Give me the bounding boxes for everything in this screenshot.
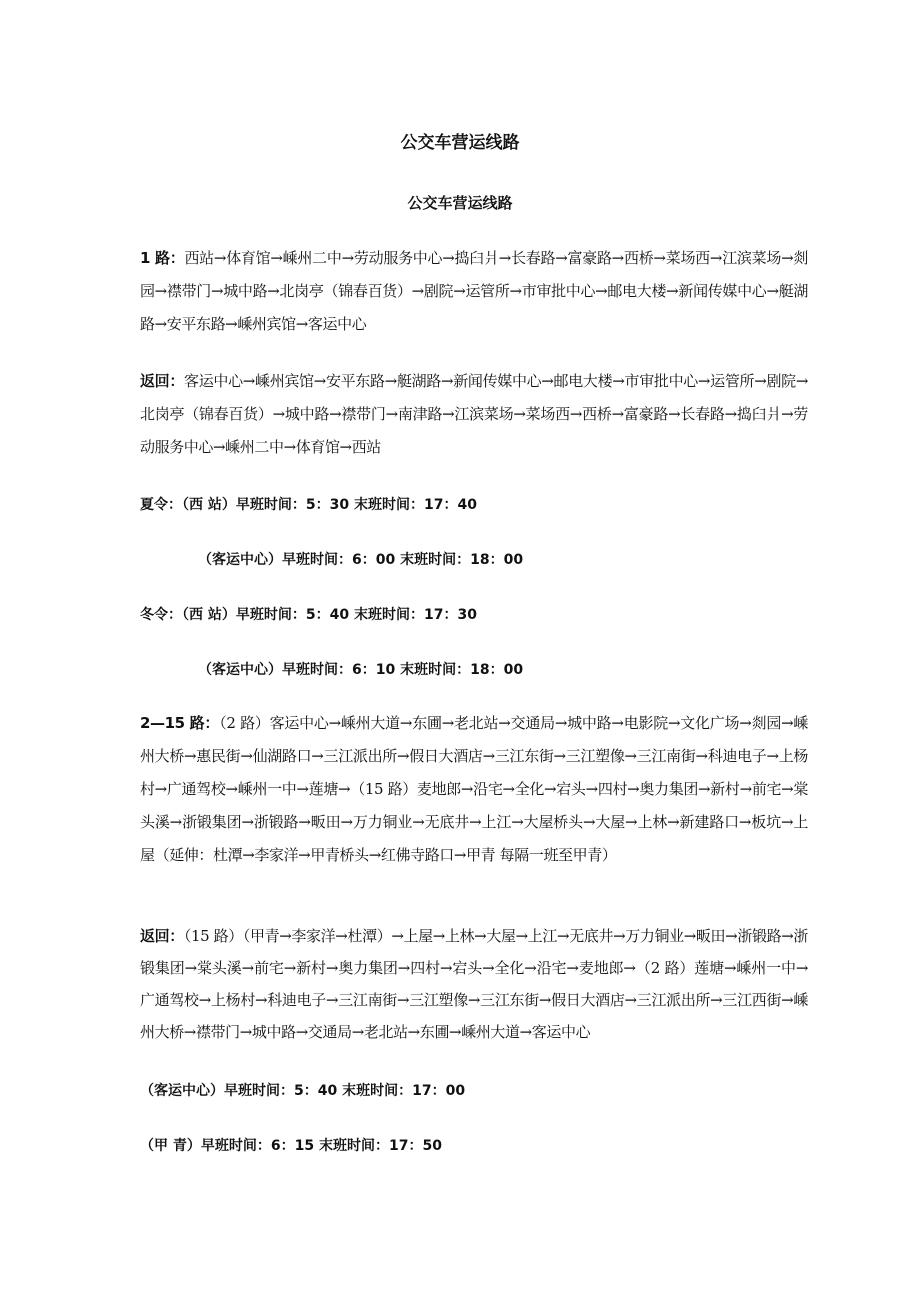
route2-return-paragraph (140, 920, 808, 1048)
winter-time-west: （西 站）早班时间：5：40 末班时间：17：30 (182, 607, 477, 623)
summer-label: 夏令： (140, 497, 182, 513)
route1-winter-line-1 (140, 604, 477, 624)
document-subtitle: 公交车营运线路 (407, 194, 513, 212)
route1-winter-line-2: （客运中心）早班时间：6：10 末班时间：18：00 (198, 662, 524, 678)
winter-label: 冬令： (140, 607, 182, 623)
route1-summer-line-1 (140, 494, 477, 514)
route1-return-paragraph (140, 365, 808, 464)
route2-time-line-2: （甲 青）早班时间：6：15 末班时间：17：50 (140, 1138, 442, 1154)
route2-time-line-1: （客运中心）早班时间：5：40 末班时间：17：00 (140, 1083, 466, 1099)
summer-time-west: （西 站）早班时间：5：30 末班时间：17：40 (182, 497, 477, 513)
route1-label: 1 路： (140, 249, 185, 267)
document-title: 公交车营运线路 (400, 133, 520, 153)
route2-stops: （2 路）客运中心→嵊州大道→东圃→老北站→交通局→城中路→电影院→文化广场→剡园→嵊州大桥→惠民街→仙湖路口→三江派出所→假日大酒店→三江东街→三江塑像→三江南街→科迪电子→上杨村→广通驾校→嵊州一中→莲塘→（15 路）麦地郎→沿宅→全化→宕头→四村→奥力集团→新村→前宅→棠头溪→浙锻集团→浙锻路→畈田→万力铜业→无底井→上江→大屋桥头→大屋→上林→新建路口→板坑→上屋（延伸：杜潭→李家洋→甲青桥头→红佛寺路口→甲青 每隔一班至甲青） (140, 714, 809, 864)
route2-return-label: 返回： (140, 927, 184, 945)
route2-label: 2—15 路： (140, 714, 220, 732)
route2-return-stops: （15 路）（甲青→李家洋→杜潭）→上屋→上林→大屋→上江→无底井→万力铜业→畈田→浙锻路→浙锻集团→棠头溪→前宅→新村→奥力集团→四村→宕头→全化→沿宅→麦地郎→（2 路）莲塘→嵊州一中→广通驾校→上杨村→科迪电子→三江南街→三江塑像→三江东街→假日大酒店→三江派出所→三江西街→嵊州大桥→襟带门→城中路→交通局→老北站→东圃→嵊州大道→客运中心 (140, 927, 808, 1041)
route1-return-stops: 客运中心→嵊州宾馆→安平东路→艇湖路→新闻传媒中心→邮电大楼→市审批中心→运管所→剧院→北岗亭（锦春百货）→城中路→襟带门→南津路→江滨菜场→菜场西→西桥→富豪路→长春路→捣臼爿→劳动服务中心→嵊州二中→体育馆→西站 (140, 372, 808, 456)
route1-stops: 西站→体育馆→嵊州二中→劳动服务中心→捣臼爿→长春路→富豪路→西桥→菜场西→江滨菜场→剡园→襟带门→城中路→北岗亭（锦春百货）→剧院→运管所→市审批中心→邮电大楼→新闻传媒中心→艇湖路→安平东路→嵊州宾馆→客运中心 (140, 249, 809, 333)
route1-paragraph (140, 242, 808, 341)
route1-summer-line-2: （客运中心）早班时间：6：00 末班时间：18：00 (198, 552, 524, 568)
route2-paragraph (140, 707, 808, 872)
route1-return-label: 返回： (140, 372, 185, 390)
